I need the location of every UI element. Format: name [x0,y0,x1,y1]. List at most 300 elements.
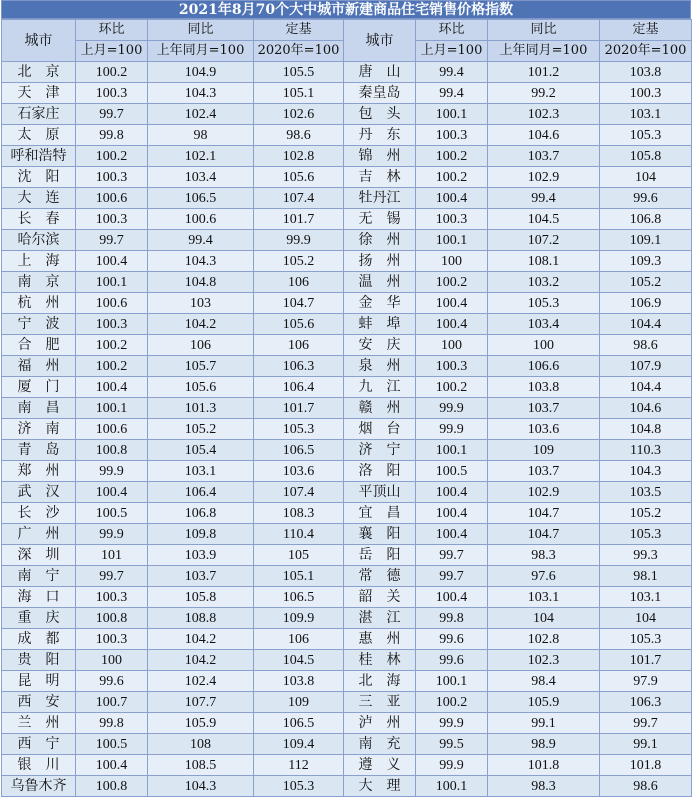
table-row [2,776,692,797]
left-yoy-cell: 104.3 [148,251,254,272]
left-city-cell: 呼和浩特 [2,146,76,167]
right-city-cell: 南 充 [344,734,416,755]
left-city-cell: 太 原 [2,125,76,146]
right-base-cell: 104.4 [600,377,692,398]
right-city-cell: 惠 州 [344,629,416,650]
left-city-cell: 广 州 [2,524,76,545]
left-city-cell: 兰 州 [2,713,76,734]
left-base-cell: 107.4 [254,188,344,209]
left-mom-cell: 100.4 [76,755,148,776]
right-city-cell: 遵 义 [344,755,416,776]
right-yoy-cell: 99.4 [488,188,600,209]
left-mom-cell: 100.6 [76,419,148,440]
right-yoy-cell: 103.6 [488,419,600,440]
left-yoy-cell: 105.2 [148,419,254,440]
right-mom-cell: 100.2 [416,272,488,293]
right-yoy-cell: 98.3 [488,545,600,566]
price-index-table [1,19,692,797]
right-mom-cell: 100.1 [416,230,488,251]
right-yoy-cell: 102.3 [488,650,600,671]
left-base-cell: 105.3 [254,776,344,797]
left-base-cell: 106.3 [254,356,344,377]
left-mom-cell: 100.3 [76,167,148,188]
right-base-cell: 99.7 [600,713,692,734]
right-mom-cell: 100.3 [416,125,488,146]
left-city-cell: 哈尔滨 [2,230,76,251]
right-yoy-cell: 103.2 [488,272,600,293]
left-base-cell: 109.9 [254,608,344,629]
right-mom-cell: 99.4 [416,62,488,83]
left-city-cell: 福 州 [2,356,76,377]
right-mom-cell: 99.8 [416,608,488,629]
left-base-cell: 106 [254,335,344,356]
left-city-cell: 合 肥 [2,335,76,356]
right-yoy-cell: 104 [488,608,600,629]
left-base-cell: 103.8 [254,671,344,692]
right-base-cell: 109.3 [600,251,692,272]
right-base-cell: 105.3 [600,629,692,650]
table-row [2,62,692,83]
left-mom-cell: 100.3 [76,83,148,104]
left-city-cell: 北 京 [2,62,76,83]
left-yoy-cell: 106.8 [148,503,254,524]
left-city-cell: 长 沙 [2,503,76,524]
right-mom-cell: 100.3 [416,209,488,230]
right-base-cell: 99.3 [600,545,692,566]
right-mom-cell: 100.1 [416,104,488,125]
left-mom-cell: 100.3 [76,209,148,230]
left-base-cell: 104.5 [254,650,344,671]
right-yoy-cell: 103.4 [488,314,600,335]
left-yoy-cell: 108 [148,734,254,755]
left-city-cell: 西 安 [2,692,76,713]
right-city-cell: 牡丹江 [344,188,416,209]
right-yoy-cell: 100 [488,335,600,356]
right-mom-cell: 100.4 [416,503,488,524]
right-mom-cell: 99.5 [416,734,488,755]
right-base-cell: 103.8 [600,62,692,83]
table-row [2,104,692,125]
left-base-cell: 105.6 [254,167,344,188]
left-base-cell: 99.9 [254,230,344,251]
header-mom-sub-right: 上月=100 [416,41,488,62]
right-city-cell: 锦 州 [344,146,416,167]
right-base-cell: 104.3 [600,461,692,482]
table-row [2,503,692,524]
left-mom-cell: 100.2 [76,62,148,83]
left-mom-cell: 100.3 [76,629,148,650]
right-yoy-cell: 103.7 [488,146,600,167]
price-index-sheet [1,0,691,797]
header-yoy-sub-right: 上年同月=100 [488,41,600,62]
left-mom-cell: 101 [76,545,148,566]
right-city-cell: 桂 林 [344,650,416,671]
left-base-cell: 107.4 [254,482,344,503]
left-yoy-cell: 108.5 [148,755,254,776]
left-base-cell: 105.1 [254,566,344,587]
table-title: 2021年8月70个大中城市新建商品住宅销售价格指数 [1,0,691,19]
header-mom-left: 环比 [76,20,148,41]
left-base-cell: 103.6 [254,461,344,482]
left-base-cell: 108.3 [254,503,344,524]
right-city-cell: 安 庆 [344,335,416,356]
header-base-sub-right: 2020年=100 [600,41,692,62]
left-base-cell: 106 [254,629,344,650]
left-yoy-cell: 101.3 [148,398,254,419]
left-mom-cell: 100.4 [76,251,148,272]
right-city-cell: 秦皇岛 [344,83,416,104]
right-base-cell: 97.9 [600,671,692,692]
right-mom-cell: 100.2 [416,146,488,167]
left-city-cell: 上 海 [2,251,76,272]
right-city-cell: 襄 阳 [344,524,416,545]
left-city-cell: 长 春 [2,209,76,230]
right-base-cell: 103.5 [600,482,692,503]
right-yoy-cell: 98.9 [488,734,600,755]
right-mom-cell: 100.1 [416,440,488,461]
left-mom-cell: 99.8 [76,713,148,734]
left-yoy-cell: 106.5 [148,188,254,209]
left-city-cell: 昆 明 [2,671,76,692]
left-base-cell: 106.4 [254,377,344,398]
right-yoy-cell: 106.6 [488,356,600,377]
right-base-cell: 104.4 [600,314,692,335]
left-yoy-cell: 102.4 [148,671,254,692]
left-mom-cell: 99.7 [76,566,148,587]
left-yoy-cell: 98 [148,125,254,146]
right-mom-cell: 100.4 [416,524,488,545]
left-city-cell: 南 宁 [2,566,76,587]
left-yoy-cell: 104.2 [148,650,254,671]
table-row [2,356,692,377]
header-base-right: 定基 [600,20,692,41]
left-mom-cell: 100.2 [76,335,148,356]
right-base-cell: 98.6 [600,335,692,356]
right-city-cell: 常 德 [344,566,416,587]
right-yoy-cell: 104.7 [488,503,600,524]
right-mom-cell: 100.4 [416,587,488,608]
header-base-sub-left: 2020年=100 [254,41,344,62]
table-row [2,608,692,629]
right-mom-cell: 100.4 [416,188,488,209]
table-row [2,629,692,650]
left-city-cell: 武 汉 [2,482,76,503]
right-mom-cell: 99.6 [416,650,488,671]
left-base-cell: 105.6 [254,314,344,335]
right-mom-cell: 99.9 [416,755,488,776]
left-mom-cell: 100.6 [76,188,148,209]
right-base-cell: 104.8 [600,419,692,440]
right-yoy-cell: 103.7 [488,461,600,482]
right-mom-cell: 100.4 [416,482,488,503]
left-yoy-cell: 104.3 [148,83,254,104]
header-city-left: 城市 [2,20,76,62]
right-yoy-cell: 104.7 [488,524,600,545]
right-mom-cell: 99.7 [416,545,488,566]
left-yoy-cell: 104.3 [148,776,254,797]
table-row [2,398,692,419]
left-base-cell: 106.5 [254,440,344,461]
right-city-cell: 吉 林 [344,167,416,188]
table-row [2,545,692,566]
left-city-cell: 贵 阳 [2,650,76,671]
right-city-cell: 九 江 [344,377,416,398]
right-mom-cell: 100.3 [416,356,488,377]
right-city-cell: 韶 关 [344,587,416,608]
right-yoy-cell: 101.8 [488,755,600,776]
right-base-cell: 98.1 [600,566,692,587]
right-mom-cell: 100.1 [416,776,488,797]
right-mom-cell: 100.1 [416,671,488,692]
right-base-cell: 105.8 [600,146,692,167]
table-row [2,377,692,398]
right-yoy-cell: 98.4 [488,671,600,692]
left-base-cell: 104.7 [254,293,344,314]
right-city-cell: 蚌 埠 [344,314,416,335]
left-yoy-cell: 103.4 [148,167,254,188]
right-yoy-cell: 105.9 [488,692,600,713]
right-yoy-cell: 102.8 [488,629,600,650]
left-mom-cell: 100.8 [76,440,148,461]
table-row [2,188,692,209]
table-row [2,230,692,251]
right-city-cell: 三 亚 [344,692,416,713]
left-mom-cell: 100.6 [76,293,148,314]
left-city-cell: 沈 阳 [2,167,76,188]
left-yoy-cell: 105.7 [148,356,254,377]
table-row [2,482,692,503]
left-yoy-cell: 105.6 [148,377,254,398]
right-mom-cell: 100 [416,335,488,356]
right-yoy-cell: 99.2 [488,83,600,104]
left-mom-cell: 100.7 [76,692,148,713]
right-mom-cell: 100.4 [416,314,488,335]
table-row [2,83,692,104]
right-base-cell: 105.3 [600,125,692,146]
table-row [2,146,692,167]
left-yoy-cell: 99.4 [148,230,254,251]
table-row [2,125,692,146]
right-city-cell: 扬 州 [344,251,416,272]
left-city-cell: 青 岛 [2,440,76,461]
right-city-cell: 大 理 [344,776,416,797]
right-base-cell: 106.3 [600,692,692,713]
table-row [2,566,692,587]
left-yoy-cell: 107.7 [148,692,254,713]
right-yoy-cell: 99.1 [488,713,600,734]
left-yoy-cell: 102.1 [148,146,254,167]
left-mom-cell: 100 [76,650,148,671]
right-city-cell: 湛 江 [344,608,416,629]
right-yoy-cell: 104.6 [488,125,600,146]
left-base-cell: 105.1 [254,83,344,104]
right-yoy-cell: 102.3 [488,104,600,125]
right-yoy-cell: 97.6 [488,566,600,587]
right-yoy-cell: 101.2 [488,62,600,83]
right-yoy-cell: 103.8 [488,377,600,398]
right-city-cell: 徐 州 [344,230,416,251]
left-mom-cell: 100.1 [76,272,148,293]
left-base-cell: 109.4 [254,734,344,755]
left-mom-cell: 100.8 [76,776,148,797]
right-base-cell: 105.3 [600,524,692,545]
left-mom-cell: 100.1 [76,398,148,419]
left-city-cell: 宁 波 [2,314,76,335]
left-mom-cell: 100.3 [76,314,148,335]
left-city-cell: 成 都 [2,629,76,650]
table-row [2,692,692,713]
left-yoy-cell: 105.8 [148,587,254,608]
left-yoy-cell: 102.4 [148,104,254,125]
left-yoy-cell: 103.1 [148,461,254,482]
right-mom-cell: 99.9 [416,713,488,734]
left-base-cell: 112 [254,755,344,776]
table-row [2,755,692,776]
left-city-cell: 深 圳 [2,545,76,566]
left-city-cell: 南 京 [2,272,76,293]
right-mom-cell: 100.5 [416,461,488,482]
right-yoy-cell: 102.9 [488,482,600,503]
right-yoy-cell: 108.1 [488,251,600,272]
right-mom-cell: 99.6 [416,629,488,650]
left-city-cell: 石家庄 [2,104,76,125]
left-base-cell: 101.7 [254,398,344,419]
right-yoy-cell: 109 [488,440,600,461]
header-mom-right: 环比 [416,20,488,41]
table-row [2,167,692,188]
table-row [2,419,692,440]
right-mom-cell: 99.9 [416,419,488,440]
left-mom-cell: 100.3 [76,587,148,608]
right-base-cell: 101.8 [600,755,692,776]
left-base-cell: 101.7 [254,209,344,230]
left-yoy-cell: 105.9 [148,713,254,734]
right-city-cell: 平顶山 [344,482,416,503]
right-mom-cell: 99.7 [416,566,488,587]
left-base-cell: 109 [254,692,344,713]
left-yoy-cell: 103 [148,293,254,314]
right-mom-cell: 99.9 [416,398,488,419]
table-body [2,62,692,797]
left-base-cell: 102.8 [254,146,344,167]
left-mom-cell: 99.9 [76,461,148,482]
table-row [2,524,692,545]
left-mom-cell: 99.8 [76,125,148,146]
right-yoy-cell: 104.5 [488,209,600,230]
table-row [2,209,692,230]
left-yoy-cell: 104.2 [148,314,254,335]
table-row [2,335,692,356]
left-yoy-cell: 104.8 [148,272,254,293]
right-city-cell: 宜 昌 [344,503,416,524]
left-yoy-cell: 108.8 [148,608,254,629]
left-city-cell: 天 津 [2,83,76,104]
right-city-cell: 烟 台 [344,419,416,440]
right-yoy-cell: 107.2 [488,230,600,251]
left-yoy-cell: 105.4 [148,440,254,461]
right-city-cell: 济 宁 [344,440,416,461]
left-yoy-cell: 104.9 [148,62,254,83]
right-yoy-cell: 105.3 [488,293,600,314]
left-mom-cell: 99.7 [76,230,148,251]
left-mom-cell: 99.7 [76,104,148,125]
right-yoy-cell: 102.9 [488,167,600,188]
right-city-cell: 包 头 [344,104,416,125]
right-base-cell: 106.8 [600,209,692,230]
right-city-cell: 泉 州 [344,356,416,377]
table-row [2,587,692,608]
right-base-cell: 100.3 [600,83,692,104]
table-row [2,734,692,755]
left-base-cell: 106.5 [254,587,344,608]
header-yoy-left: 同比 [148,20,254,41]
right-base-cell: 103.1 [600,587,692,608]
left-city-cell: 郑 州 [2,461,76,482]
right-mom-cell: 100.4 [416,293,488,314]
left-base-cell: 102.6 [254,104,344,125]
right-base-cell: 99.1 [600,734,692,755]
left-base-cell: 105.5 [254,62,344,83]
left-city-cell: 大 连 [2,188,76,209]
right-base-cell: 99.6 [600,188,692,209]
left-base-cell: 98.6 [254,125,344,146]
header-base-left: 定基 [254,20,344,41]
right-city-cell: 丹 东 [344,125,416,146]
left-mom-cell: 100.8 [76,608,148,629]
table-row [2,314,692,335]
left-city-cell: 银 川 [2,755,76,776]
right-city-cell: 北 海 [344,671,416,692]
table-row [2,671,692,692]
table-row [2,713,692,734]
right-city-cell: 无 锡 [344,209,416,230]
left-base-cell: 106.5 [254,713,344,734]
left-mom-cell: 100.5 [76,503,148,524]
right-yoy-cell: 98.3 [488,776,600,797]
left-mom-cell: 99.6 [76,671,148,692]
right-base-cell: 105.2 [600,272,692,293]
right-base-cell: 109.1 [600,230,692,251]
right-base-cell: 104 [600,608,692,629]
left-mom-cell: 100.5 [76,734,148,755]
table-row [2,251,692,272]
right-yoy-cell: 103.1 [488,587,600,608]
left-base-cell: 105.2 [254,251,344,272]
left-city-cell: 南 昌 [2,398,76,419]
right-base-cell: 104 [600,167,692,188]
left-base-cell: 105.3 [254,419,344,440]
left-base-cell: 106 [254,272,344,293]
left-yoy-cell: 109.8 [148,524,254,545]
right-base-cell: 104.6 [600,398,692,419]
right-city-cell: 金 华 [344,293,416,314]
table-row [2,650,692,671]
right-yoy-cell: 103.7 [488,398,600,419]
left-city-cell: 乌鲁木齐 [2,776,76,797]
table-row [2,440,692,461]
right-base-cell: 107.9 [600,356,692,377]
header-city-right: 城市 [344,20,416,62]
left-city-cell: 西 宁 [2,734,76,755]
table-row [2,293,692,314]
right-base-cell: 101.7 [600,650,692,671]
table-row [2,272,692,293]
left-city-cell: 杭 州 [2,293,76,314]
left-base-cell: 105 [254,545,344,566]
header-yoy-sub-left: 上年同月=100 [148,41,254,62]
right-base-cell: 98.6 [600,776,692,797]
right-base-cell: 105.2 [600,503,692,524]
